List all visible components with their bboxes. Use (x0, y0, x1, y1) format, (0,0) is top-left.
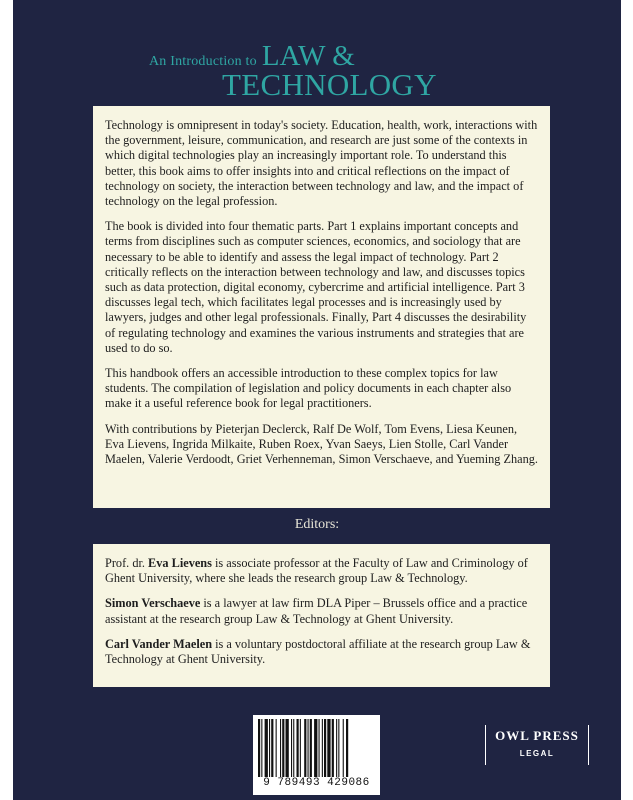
barcode-bar (327, 719, 330, 777)
editor-description: is a voluntary postdoctoral affiliate at the research group Law & Technology at Ghent University. (105, 636, 531, 667)
publisher-name: OWL PRESS (495, 728, 579, 743)
editor-name: Eva Lievens (148, 556, 212, 570)
barcode-bar (282, 719, 284, 777)
barcode-bar (343, 719, 344, 777)
barcode (253, 715, 380, 795)
editor-bio (105, 596, 538, 626)
barcode-bar (310, 719, 312, 777)
barcode-bar (300, 719, 301, 777)
editors-panel (93, 544, 550, 687)
barcode-bar (314, 719, 317, 777)
publisher-imprint: LEGAL (519, 749, 555, 758)
barcode-bar (308, 719, 309, 777)
blurb-paragraph: Technology is omnipresent in today's society. Education, health, work, interactions with the government, leisure, communication, and research are just some of the contexts in which digital technologies play an increasingly important role. To understand this better, this book aims to offer insights into and critical reflections on the impact of technology on society, the interaction between technology and law, and the impact of technology on the legal profession. (105, 118, 538, 209)
contributors-paragraph: With contributions by Pieterjan Declerck, Ralf De Wolf, Tom Evens, Liesa Keunen, Eva Lievens, Ingrida Milkaite, Ruben Roex, Yvan Saeys, Lien Stolle, Carl Vander Maelen, Valerie Verdoodt, Griet Verhenneman, Simon Verschaeve, and Yueming Zhang. (105, 421, 539, 467)
editor-description: is a lawyer at law firm DLA Piper – Brussels office and a practice assistant at the research group Law & Technology at Ghent University. (105, 596, 528, 626)
barcode-bar (304, 719, 306, 777)
barcode-bar (338, 719, 339, 777)
editor-bio (105, 637, 538, 667)
barcode-bar (269, 719, 270, 777)
barcode-bar (265, 719, 268, 777)
barcode-bar (293, 719, 294, 777)
barcode-bar (346, 719, 348, 777)
barcode-bar (276, 719, 277, 777)
barcode-bar (286, 719, 289, 777)
isbn-number: 9 789493 429086 (263, 777, 370, 789)
editor-bio (105, 556, 538, 586)
blurb-panel (93, 106, 550, 508)
editor-name: Carl Vander Maelen (105, 636, 213, 651)
barcode-bars (258, 719, 375, 777)
editor-description: is associate professor at the Faculty of Law and Criminology of Ghent University, where she leads the research group Law & Technology. (105, 556, 528, 586)
title-law: LAW & (261, 40, 355, 72)
barcode-bar (324, 719, 326, 777)
title-technology: TECHNOLOGY (222, 67, 437, 102)
barcode-bar (332, 719, 334, 777)
barcode-bar (319, 719, 320, 777)
barcode-bar (280, 719, 281, 777)
barcode-bar (297, 719, 299, 777)
barcode-bar (291, 719, 292, 777)
barcode-bar (336, 719, 337, 777)
blurb-paragraph: The book is divided into four thematic parts. Part 1 explains important concepts and terms from disciplines such as computer sciences, economics, and sociology that are necessary to be able to identify and assess the legal impact of technology. Part 2 critically reflects on the interaction between technology and law, and discusses topics such as data protection, digital economy, cybercrime and artificial intelligence. Part 3 discusses legal tech, which facilitates legal processes and is increasingly used by lawyers, judges and other legal professionals. Finally, Part 4 discusses the desirability of regulating technology and examines the various instruments and strategies that are used to do so. (105, 219, 527, 355)
editor-prefix: Prof. dr. (105, 556, 149, 570)
barcode-bar (322, 719, 323, 777)
barcode-bar (258, 719, 260, 777)
editors-heading: Editors: (294, 517, 340, 532)
barcode-bar (261, 719, 262, 777)
back-cover (13, 0, 621, 800)
barcode-bar (271, 719, 273, 777)
title-prefix: An Introduction to (149, 54, 257, 69)
blurb-paragraph: This handbook offers an accessible introduction to these complex topics for law students. The compilation of legislation and policy documents in each chapter also make it a useful reference book for legal practitioners. (105, 366, 512, 411)
editor-name: Simon Verschaeve (105, 596, 201, 611)
publisher-logo (485, 721, 589, 769)
